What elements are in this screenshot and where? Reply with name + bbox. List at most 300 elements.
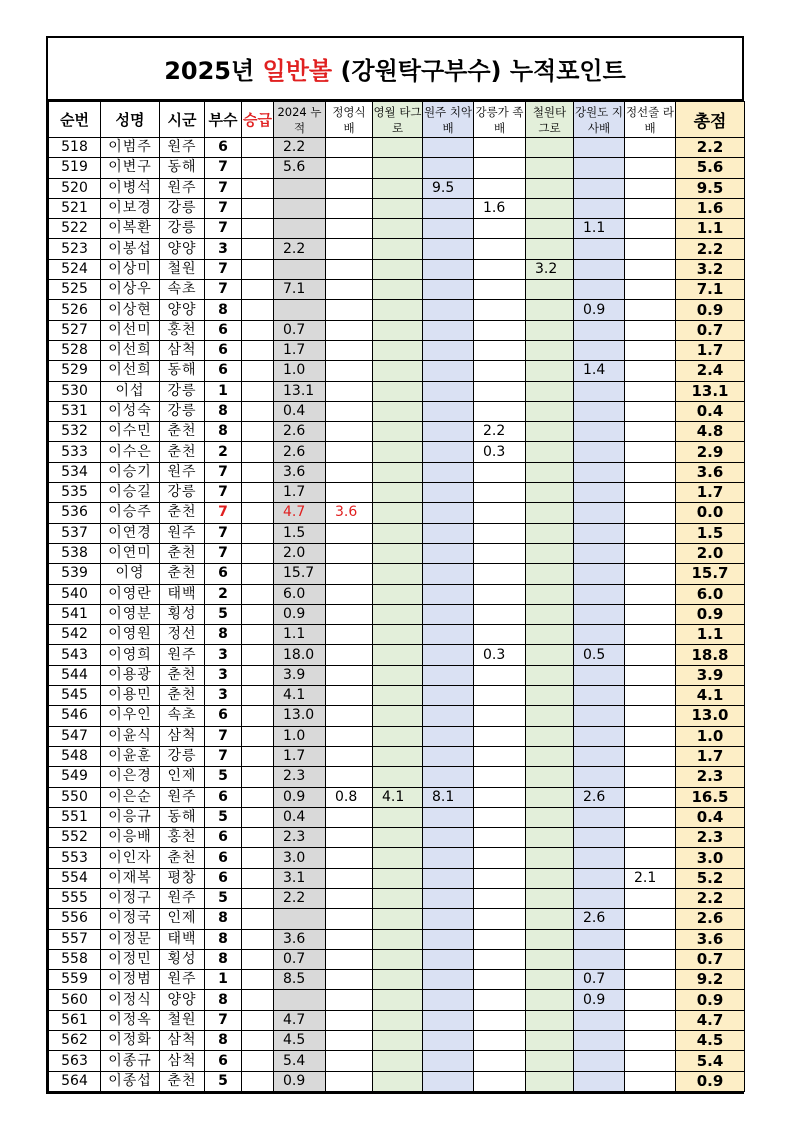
- cell-city: 태백: [160, 584, 205, 604]
- cell-c2024: 4.5: [274, 1031, 326, 1051]
- cell-js: [625, 888, 676, 908]
- table-row: [49, 909, 745, 929]
- cell-no: 563: [49, 1051, 101, 1071]
- cell-yw: [373, 239, 423, 259]
- cell-gw: [574, 686, 625, 706]
- cell-yw: [373, 888, 423, 908]
- cell-total: 2.2: [676, 138, 745, 158]
- cell-no: 553: [49, 848, 101, 868]
- cell-js: [625, 1031, 676, 1051]
- cell-promo: [242, 706, 274, 726]
- cell-no: 518: [49, 138, 101, 158]
- cell-total: 18.8: [676, 645, 745, 665]
- cell-wj: [423, 726, 474, 746]
- cell-c2024: 3.1: [274, 868, 326, 888]
- cell-promo: [242, 828, 274, 848]
- cell-js: [625, 787, 676, 807]
- cell-div: 6: [205, 1051, 242, 1071]
- cell-jy: [326, 909, 373, 929]
- cell-js: [625, 158, 676, 178]
- cell-jy: [326, 523, 373, 543]
- cell-gr: [474, 239, 526, 259]
- cell-div: 7: [205, 178, 242, 198]
- cell-city: 철원: [160, 1010, 205, 1030]
- cell-gw: [574, 259, 625, 279]
- cell-div: 8: [205, 929, 242, 949]
- cell-promo: [242, 949, 274, 969]
- cell-gw: [574, 198, 625, 218]
- cell-cw: [526, 665, 574, 685]
- cell-js: [625, 645, 676, 665]
- cell-city: 동해: [160, 158, 205, 178]
- cell-total: 1.0: [676, 726, 745, 746]
- cell-yw: [373, 949, 423, 969]
- cell-no: 532: [49, 422, 101, 442]
- cell-no: 561: [49, 1010, 101, 1030]
- cell-city: 동해: [160, 807, 205, 827]
- cell-name: 이종섭: [101, 1071, 160, 1091]
- cell-gw: [574, 401, 625, 421]
- cell-yw: [373, 462, 423, 482]
- cell-div: 7: [205, 462, 242, 482]
- cell-city: 강릉: [160, 219, 205, 239]
- cell-js: [625, 280, 676, 300]
- cell-promo: [242, 990, 274, 1010]
- cell-cw: [526, 543, 574, 563]
- cell-div: 3: [205, 645, 242, 665]
- cell-wj: [423, 381, 474, 401]
- cell-div: 7: [205, 543, 242, 563]
- cell-div: 8: [205, 990, 242, 1010]
- cell-div: 1: [205, 381, 242, 401]
- cell-gw: [574, 746, 625, 766]
- cell-yw: [373, 828, 423, 848]
- cell-div: 7: [205, 1010, 242, 1030]
- cell-jy: [326, 462, 373, 482]
- cell-no: 526: [49, 300, 101, 320]
- cell-gw: [574, 158, 625, 178]
- cell-jy: [326, 320, 373, 340]
- table-row: [49, 726, 745, 746]
- cell-total: 9.2: [676, 970, 745, 990]
- cell-jy: [326, 178, 373, 198]
- cell-cw: [526, 807, 574, 827]
- cell-c2024: 0.7: [274, 320, 326, 340]
- cell-js: [625, 807, 676, 827]
- cell-promo: [242, 442, 274, 462]
- cell-wj: [423, 1031, 474, 1051]
- cell-jy: [326, 868, 373, 888]
- cell-no: 559: [49, 970, 101, 990]
- cell-city: 횡성: [160, 604, 205, 624]
- cell-total: 6.0: [676, 584, 745, 604]
- cell-city: 춘천: [160, 1071, 205, 1091]
- cell-wj: [423, 929, 474, 949]
- cell-promo: [242, 1051, 274, 1071]
- cell-promo: [242, 929, 274, 949]
- cell-yw: [373, 422, 423, 442]
- cell-total: 9.5: [676, 178, 745, 198]
- cell-yw: [373, 320, 423, 340]
- cell-gr: [474, 483, 526, 503]
- cell-wj: [423, 483, 474, 503]
- cell-no: 537: [49, 523, 101, 543]
- cell-cw: [526, 625, 574, 645]
- cell-no: 541: [49, 604, 101, 624]
- title-prefix: 2025년: [164, 57, 263, 85]
- cell-div: 8: [205, 300, 242, 320]
- cell-js: [625, 442, 676, 462]
- cell-div: 6: [205, 848, 242, 868]
- cell-total: 1.1: [676, 219, 745, 239]
- cell-c2024: 2.3: [274, 828, 326, 848]
- cell-jy: [326, 828, 373, 848]
- table-row: [49, 320, 745, 340]
- cell-yw: [373, 868, 423, 888]
- cell-promo: [242, 564, 274, 584]
- cell-wj: [423, 138, 474, 158]
- cell-no: 545: [49, 686, 101, 706]
- cell-gr: [474, 726, 526, 746]
- cell-gw: [574, 543, 625, 563]
- cell-cw: [526, 787, 574, 807]
- cell-c2024: 1.0: [274, 361, 326, 381]
- table-row: [49, 462, 745, 482]
- cell-city: 양양: [160, 239, 205, 259]
- cell-cw: [526, 483, 574, 503]
- cell-cw: [526, 158, 574, 178]
- table-row: [49, 848, 745, 868]
- table-row: [49, 929, 745, 949]
- cell-city: 춘천: [160, 442, 205, 462]
- cell-promo: [242, 848, 274, 868]
- cell-c2024: 2.3: [274, 767, 326, 787]
- cell-div: 6: [205, 706, 242, 726]
- cell-name: 이수민: [101, 422, 160, 442]
- cell-c2024: 1.5: [274, 523, 326, 543]
- cell-total: 2.0: [676, 543, 745, 563]
- cell-c2024: 1.7: [274, 340, 326, 360]
- cell-gr: [474, 807, 526, 827]
- cell-name: 이영희: [101, 645, 160, 665]
- cell-jy: [326, 543, 373, 563]
- cell-total: 13.1: [676, 381, 745, 401]
- header-wonju-chiak-cup: 원주 치악배: [423, 102, 474, 138]
- cell-yw: [373, 219, 423, 239]
- cell-gw: [574, 503, 625, 523]
- cell-yw: [373, 1010, 423, 1030]
- cell-jy: [326, 970, 373, 990]
- cell-c2024: 4.7: [274, 1010, 326, 1030]
- cell-total: 0.9: [676, 604, 745, 624]
- cell-name: 이상현: [101, 300, 160, 320]
- table-row: [49, 604, 745, 624]
- cell-name: 이선희: [101, 361, 160, 381]
- table-row: [49, 1031, 745, 1051]
- cell-promo: [242, 807, 274, 827]
- cell-js: [625, 564, 676, 584]
- cell-promo: [242, 340, 274, 360]
- cell-name: 이용민: [101, 686, 160, 706]
- cell-c2024: 2.2: [274, 239, 326, 259]
- cell-div: 7: [205, 219, 242, 239]
- cell-yw: [373, 483, 423, 503]
- cell-total: 2.2: [676, 888, 745, 908]
- cell-yw: [373, 340, 423, 360]
- table-row: [49, 483, 745, 503]
- cell-total: 1.7: [676, 483, 745, 503]
- cell-gr: [474, 746, 526, 766]
- cell-div: 7: [205, 726, 242, 746]
- cell-gw: [574, 1010, 625, 1030]
- cell-cw: [526, 970, 574, 990]
- table-row: [49, 868, 745, 888]
- cell-jy: [326, 259, 373, 279]
- cell-jy: [326, 483, 373, 503]
- cell-wj: [423, 604, 474, 624]
- cell-c2024: 0.4: [274, 807, 326, 827]
- cell-city: 원주: [160, 787, 205, 807]
- cell-jy: [326, 767, 373, 787]
- cell-js: [625, 543, 676, 563]
- table-row: [49, 422, 745, 442]
- cell-promo: [242, 787, 274, 807]
- cell-yw: [373, 604, 423, 624]
- cell-city: 춘천: [160, 564, 205, 584]
- cell-c2024: 3.6: [274, 929, 326, 949]
- cell-promo: [242, 219, 274, 239]
- cell-cw: [526, 929, 574, 949]
- cell-c2024: 0.9: [274, 604, 326, 624]
- cell-promo: [242, 178, 274, 198]
- cell-jy: [326, 726, 373, 746]
- table-row: [49, 706, 745, 726]
- cell-total: 3.2: [676, 259, 745, 279]
- table-row: [49, 259, 745, 279]
- cell-promo: [242, 746, 274, 766]
- table-row: [49, 686, 745, 706]
- cell-promo: [242, 300, 274, 320]
- cell-total: 4.5: [676, 1031, 745, 1051]
- header-governor-cup: 강원도 지사배: [574, 102, 625, 138]
- cell-wj: 8.1: [423, 787, 474, 807]
- cell-wj: [423, 340, 474, 360]
- cell-no: 560: [49, 990, 101, 1010]
- cell-no: 540: [49, 584, 101, 604]
- cell-jy: [326, 1071, 373, 1091]
- cell-wj: [423, 706, 474, 726]
- cell-total: 2.3: [676, 767, 745, 787]
- cell-c2024: 5.4: [274, 1051, 326, 1071]
- cell-wj: [423, 645, 474, 665]
- cell-city: 동해: [160, 361, 205, 381]
- cell-no: 519: [49, 158, 101, 178]
- cell-gw: [574, 1051, 625, 1071]
- cell-js: [625, 219, 676, 239]
- cell-jy: [326, 848, 373, 868]
- cell-div: 6: [205, 787, 242, 807]
- cell-jy: [326, 442, 373, 462]
- cell-no: 555: [49, 888, 101, 908]
- cell-c2024: [274, 909, 326, 929]
- cell-div: 8: [205, 625, 242, 645]
- cell-total: 0.4: [676, 807, 745, 827]
- cell-gw: [574, 828, 625, 848]
- cell-yw: [373, 401, 423, 421]
- cell-gw: [574, 178, 625, 198]
- cell-cw: [526, 746, 574, 766]
- cell-gw: [574, 848, 625, 868]
- cell-total: 4.8: [676, 422, 745, 442]
- cell-no: 562: [49, 1031, 101, 1051]
- cell-cw: [526, 219, 574, 239]
- cell-yw: [373, 645, 423, 665]
- cell-js: [625, 300, 676, 320]
- cell-yw: [373, 259, 423, 279]
- cell-yw: [373, 178, 423, 198]
- cell-wj: [423, 828, 474, 848]
- cell-div: 7: [205, 503, 242, 523]
- cell-jy: [326, 422, 373, 442]
- cell-no: 547: [49, 726, 101, 746]
- cell-c2024: 8.5: [274, 970, 326, 990]
- cell-promo: [242, 686, 274, 706]
- cell-city: 춘천: [160, 503, 205, 523]
- cell-no: 529: [49, 361, 101, 381]
- cell-js: [625, 767, 676, 787]
- cell-c2024: [274, 198, 326, 218]
- cell-cw: [526, 503, 574, 523]
- cell-div: 5: [205, 888, 242, 908]
- cell-gw: [574, 929, 625, 949]
- cell-gr: [474, 381, 526, 401]
- cell-cw: [526, 686, 574, 706]
- cell-wj: [423, 868, 474, 888]
- cell-yw: [373, 970, 423, 990]
- header-division: 부수: [205, 102, 242, 138]
- cell-promo: [242, 422, 274, 442]
- table-row: [49, 361, 745, 381]
- cell-gr: [474, 1031, 526, 1051]
- cell-cw: [526, 848, 574, 868]
- cell-name: 이선미: [101, 320, 160, 340]
- table-row: [49, 949, 745, 969]
- cell-div: 7: [205, 259, 242, 279]
- cell-promo: [242, 483, 274, 503]
- cell-name: 이종규: [101, 1051, 160, 1071]
- cell-gr: [474, 787, 526, 807]
- cell-jy: [326, 1051, 373, 1071]
- cell-gr: [474, 1071, 526, 1091]
- cell-cw: [526, 726, 574, 746]
- cell-total: 2.2: [676, 239, 745, 259]
- cell-name: 이승기: [101, 462, 160, 482]
- cell-div: 6: [205, 340, 242, 360]
- cell-city: 원주: [160, 888, 205, 908]
- cell-gr: [474, 462, 526, 482]
- cell-gw: 0.5: [574, 645, 625, 665]
- header-name: 성명: [101, 102, 160, 138]
- cell-gr: [474, 178, 526, 198]
- cell-div: 6: [205, 138, 242, 158]
- cell-city: 삼척: [160, 726, 205, 746]
- cell-jy: [326, 158, 373, 178]
- cell-name: 이연경: [101, 523, 160, 543]
- cell-promo: [242, 665, 274, 685]
- cell-cw: [526, 320, 574, 340]
- cell-name: 이섭: [101, 381, 160, 401]
- cell-city: 춘천: [160, 543, 205, 563]
- cell-total: 3.0: [676, 848, 745, 868]
- cell-yw: [373, 767, 423, 787]
- cell-jy: [326, 706, 373, 726]
- cell-gw: [574, 422, 625, 442]
- cell-c2024: 1.7: [274, 483, 326, 503]
- cell-wj: [423, 1071, 474, 1091]
- cell-c2024: 18.0: [274, 645, 326, 665]
- cell-gr: [474, 706, 526, 726]
- cell-name: 이정국: [101, 909, 160, 929]
- cell-gw: [574, 888, 625, 908]
- cell-name: 이병석: [101, 178, 160, 198]
- cell-c2024: 4.1: [274, 686, 326, 706]
- cell-name: 이정범: [101, 970, 160, 990]
- cell-gw: [574, 239, 625, 259]
- cell-total: 15.7: [676, 564, 745, 584]
- header-cheorwon-cup: 철원타 그로: [526, 102, 574, 138]
- cell-gw: 2.6: [574, 787, 625, 807]
- cell-promo: [242, 767, 274, 787]
- cell-jy: [326, 625, 373, 645]
- cell-city: 양양: [160, 990, 205, 1010]
- cell-promo: [242, 239, 274, 259]
- cell-no: 524: [49, 259, 101, 279]
- cell-no: 536: [49, 503, 101, 523]
- cell-city: 춘천: [160, 422, 205, 442]
- cell-yw: [373, 198, 423, 218]
- cell-promo: [242, 259, 274, 279]
- cell-div: 8: [205, 909, 242, 929]
- cell-gw: [574, 949, 625, 969]
- cell-total: 2.6: [676, 909, 745, 929]
- cell-js: [625, 604, 676, 624]
- cell-js: [625, 483, 676, 503]
- cell-gr: [474, 503, 526, 523]
- table-row: [49, 219, 745, 239]
- title-highlight: 일반볼: [262, 57, 333, 85]
- cell-total: 0.9: [676, 990, 745, 1010]
- cell-gr: [474, 584, 526, 604]
- cell-gw: [574, 138, 625, 158]
- cell-name: 이승주: [101, 503, 160, 523]
- cell-wj: [423, 564, 474, 584]
- cell-promo: [242, 381, 274, 401]
- cell-js: [625, 138, 676, 158]
- cell-promo: [242, 970, 274, 990]
- header-2024-cumulative: 2024 누적: [274, 102, 326, 138]
- cell-js: [625, 1051, 676, 1071]
- cell-gr: [474, 868, 526, 888]
- cell-gr: [474, 259, 526, 279]
- cell-gw: [574, 462, 625, 482]
- cell-gr: [474, 158, 526, 178]
- cell-no: 528: [49, 340, 101, 360]
- cell-total: 7.1: [676, 280, 745, 300]
- cell-gw: [574, 807, 625, 827]
- table-row: [49, 239, 745, 259]
- cell-jy: [326, 300, 373, 320]
- cell-city: 원주: [160, 523, 205, 543]
